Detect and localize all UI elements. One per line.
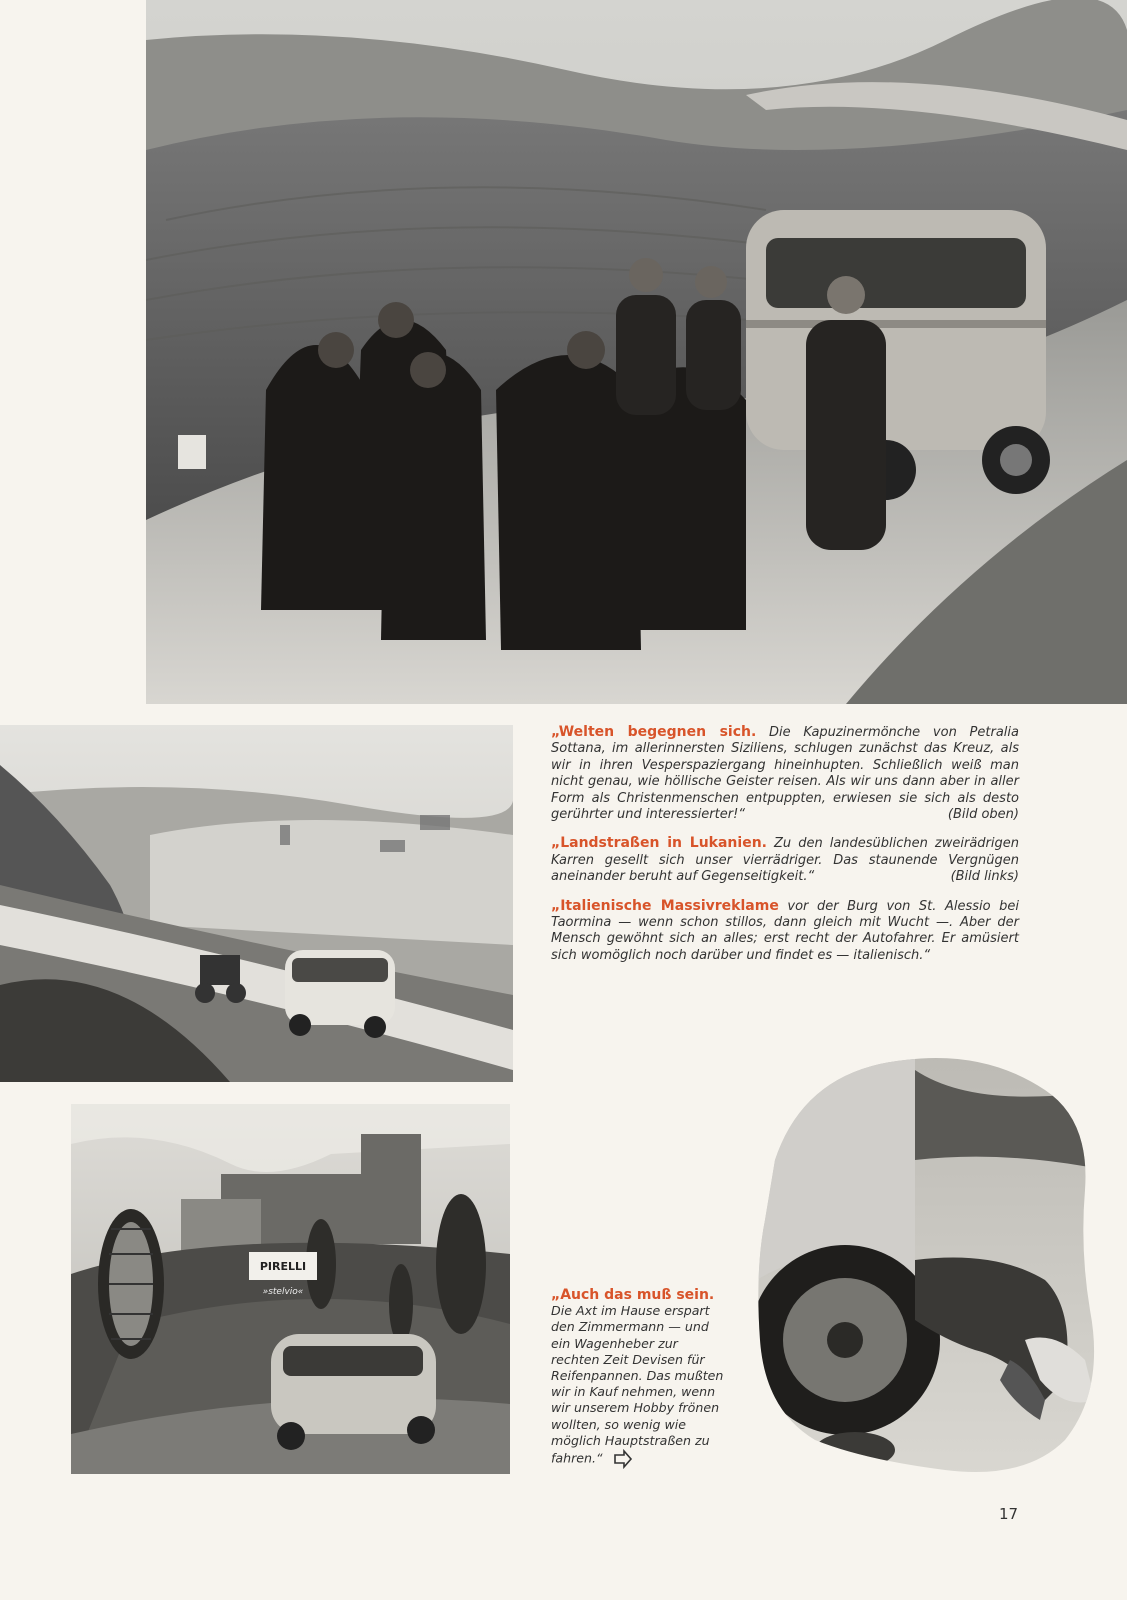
caption-tire-block (551, 1287, 726, 1469)
caption-block (551, 724, 1019, 976)
arrow-right-icon (613, 1449, 633, 1469)
page-number: 17 (999, 1505, 1019, 1523)
caption-welten (551, 724, 1019, 823)
caption-landstrassen (551, 835, 1019, 885)
photo-tire-change (745, 1050, 1105, 1475)
photo-pirelli-castle (71, 1104, 510, 1474)
caption-body: Die Axt im Hause erspart den Zimmermann — und ein Wagenheber zur rechten Zeit Devisen für Reifenpannen. Das mußten wir in Kauf nehmen, wenn wir unserem Hobby frönen wollten, so wenig wie möglich Hauptstraßen zu fahren.“ (551, 1303, 724, 1466)
caption-lead: „Italienische Massivreklame (551, 897, 779, 914)
caption-body: Die Kapuzinermönche von Petralia Sottana, im allerinnersten Siziliens, schlugen zunächst das Kreuz, als wir in ihren Vesperspaziergang hineinhupten. Schließlich weiß man nicht genau, wie höllische Geister reisen. Als wir uns dann aber in aller Form als Christenmenschen entpuppten, erwiesen sie sich als desto gerührter und interessierter!“ (551, 725, 1019, 823)
caption-lead: „Landstraßen in Lukanien. (551, 835, 767, 852)
caption-ref: (Bild oben) (947, 807, 1019, 823)
photo-lukania-road (0, 725, 513, 1082)
billboard-product: »stelvio« (262, 1287, 304, 1297)
caption-massivreklame (551, 898, 1019, 965)
caption-lead: „Welten begegnen sich. (551, 724, 757, 740)
caption-ref: (Bild links) (950, 869, 1019, 885)
caption-lead: „Auch das muß sein. (551, 1287, 715, 1303)
caption-body: vor der Burg von St. Alessio bei Taormina — wenn schon stillos, dann gleich mit Wucht —. Aber der Mensch gewöhnt sich an alles; erst recht der Autofahrer. Er amüsiert sich womöglich noch darüber und findet es — italienisch.“ (551, 898, 1019, 963)
caption-body: Zu den landesüblichen zweirädrigen Karren gesellt sich unser vierrädriger. Das staunende Vergnügen aneinander beruht auf Gegenseitigkeit.“ (551, 836, 1020, 885)
photo-monks-and-van (146, 0, 1127, 704)
billboard-brand: PIRELLI (259, 1260, 307, 1273)
